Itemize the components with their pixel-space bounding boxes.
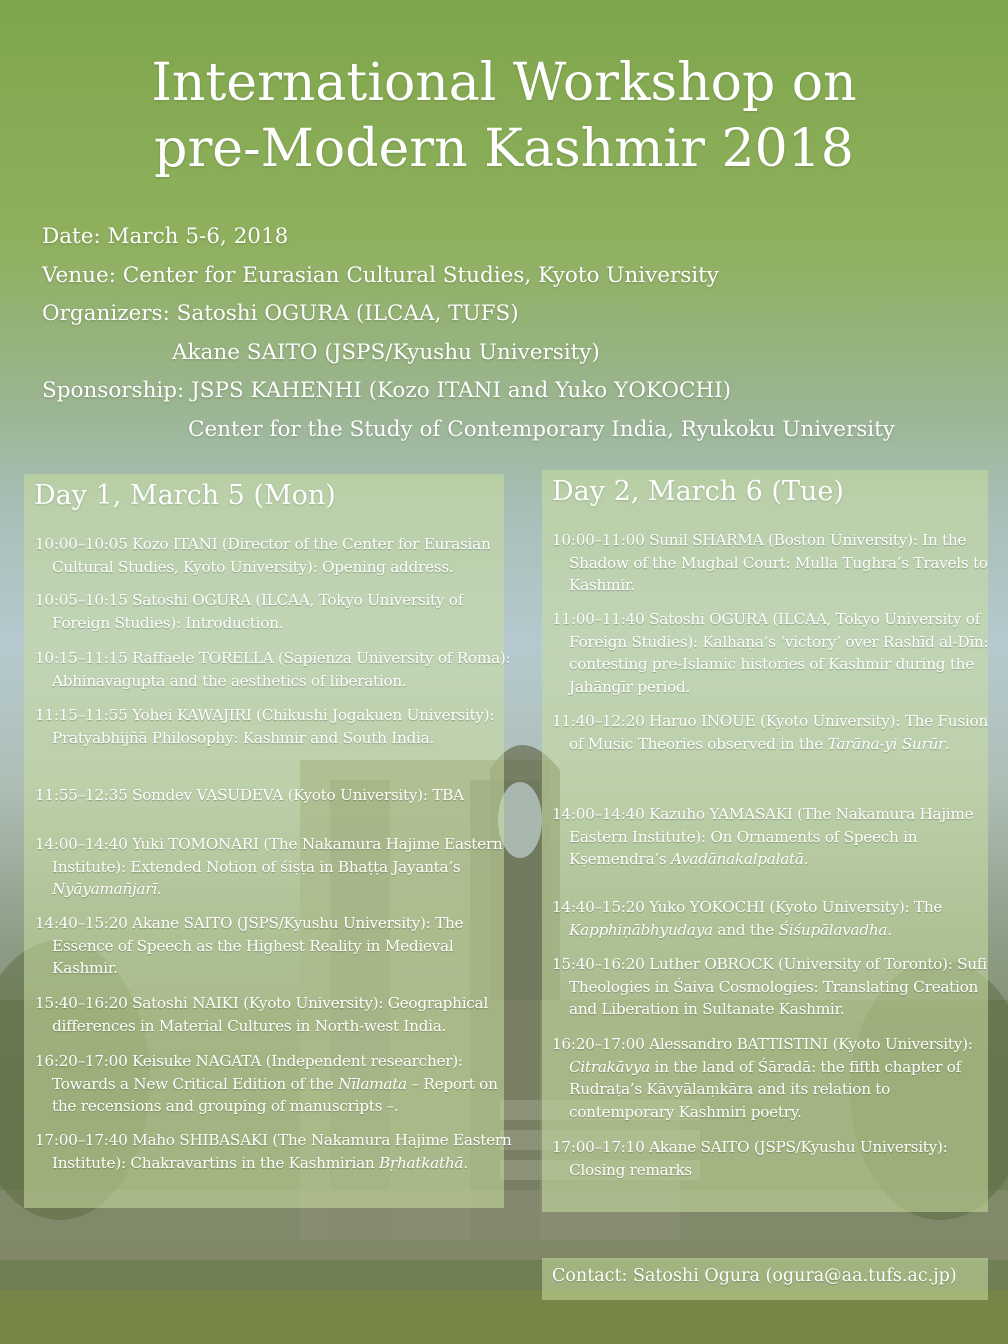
day1-entry	[35, 912, 517, 980]
entry-text: 14:00–14:40 Yuki TOMONARI (The Nakamura Hajime Eastern Institute): Extended Notion of śiṣṭa in Bhaṭṭa Jayanta’s	[35, 835, 503, 876]
day2-entry	[552, 896, 999, 941]
day1-entry	[35, 647, 517, 692]
entry-italic-title: Nyāyamañjarī	[52, 880, 157, 898]
entry-text: 11:15–11:55 Yohei KAWAJIRI (Chikushi Jogakuen University): Pratyabhijñā Philosophy: Kashmir and South India.	[35, 706, 495, 747]
day2-entry	[552, 803, 999, 871]
workshop-title	[0, 50, 1008, 182]
day1-entry	[35, 704, 517, 749]
day2-entry	[552, 608, 999, 698]
day1-entry	[35, 833, 517, 901]
entry-text: 15:40–16:20 Satoshi NAIKI (Kyoto University): Geographical differences in Material Cultures in North-west India.	[35, 994, 488, 1035]
entry-text: 11:40–12:20 Haruo INOUE (Kyoto University): The Fusion of Music Theories observed in the	[552, 712, 988, 753]
entry-text-tail: .	[887, 920, 892, 939]
entry-text: 14:40–15:20 Yuko YOKOCHI (Kyoto University): The	[552, 898, 943, 916]
entry-italic-title: Avadānakalpalatā	[670, 850, 804, 868]
entry-text-tail: in the land of Śāradā: the fifth chapter of Rudraṭa’s Kāvyālaṃkāra and its relation to contemporary Kashmiri poetry.	[569, 1057, 961, 1121]
date-line: Date: March 5-6, 2018	[42, 224, 289, 249]
entry-italic-title: Kapphiṇābhyudaya	[569, 920, 713, 939]
entry-text-tail: .	[945, 734, 950, 753]
day2-entry	[552, 529, 999, 597]
entry-text-tail: .	[463, 1153, 468, 1172]
entry-italic-title: Nīlamata	[338, 1074, 407, 1093]
day2-entry	[552, 710, 999, 755]
contact-line: Contact: Satoshi Ogura (ogura@aa.tufs.ac.jp)	[552, 1266, 957, 1286]
day1-entry	[35, 992, 517, 1037]
sponsorship-line-1: Sponsorship: JSPS KAHENHI (Kozo ITANI and Yuko YOKOCHI)	[42, 378, 732, 403]
entry-text: 17:00–17:40 Maho SHIBASAKI (The Nakamura Hajime Eastern Institute): Chakravartins in the Kashmirian	[35, 1131, 512, 1172]
entry-text: 16:20–17:00 Keisuke NAGATA (Independent researcher): Towards a New Critical Edition of the	[35, 1052, 463, 1093]
event-info	[42, 218, 895, 449]
day2-entry	[552, 1136, 999, 1181]
day1-title: Day 1, March 5 (Mon)	[34, 480, 336, 511]
entry-italic-title-2: Śiśupālavadha	[778, 920, 888, 939]
entry-text-tail: .	[803, 850, 809, 868]
entry-text: 10:00–10:05 Kozo ITANI (Director of the Center for Eurasian Cultural Studies, Kyoto University): Opening address.	[35, 535, 491, 576]
title-line-2: pre-Modern Kashmir 2018	[154, 119, 854, 179]
entry-text-tail: – Report on the recensions and grouping of manuscripts –.	[52, 1074, 498, 1115]
day2-title: Day 2, March 6 (Tue)	[552, 476, 844, 507]
entry-text: 11:00–11:40 Satoshi OGURA (ILCAA, Tokyo University of Foreign Studies): Kalhaṇa’s ‘victory’ over Rashīd al-Dīn: contesting pre-Islamic histories of Kashmir during the Jahāngīr period.	[552, 610, 989, 696]
day1-entry	[35, 1050, 517, 1118]
entry-italic-title: Tarāna-yi Surūr	[827, 734, 946, 753]
entry-text: 10:15–11:15 Raffaele TORELLA (Sapienza University of Roma): Abhinavagupta and the aesthetics of liberation.	[35, 649, 511, 690]
entry-text-tail: .	[156, 880, 162, 898]
entry-text: 10:00–11:00 Sunil SHARMA (Boston University): In the Shadow of the Mughal Court: Mulla Tughra’s Travels to Kashmir.	[552, 531, 988, 594]
entry-text: 14:40–15:20 Akane SAITO (JSPS/Kyushu University): The Essence of Speech as the Highest Reality in Medieval Kashmir.	[35, 914, 464, 977]
day2-entry	[552, 1033, 999, 1123]
entry-text: 10:05–10:15 Satoshi OGURA (ILCAA, Tokyo University of Foreign Studies): Introduction.	[35, 591, 464, 632]
entry-text: 11:55–12:35 Somdev VASUDEVA (Kyoto University): TBA	[35, 786, 464, 804]
venue-line: Venue: Center for Eurasian Cultural Studies, Kyoto University	[42, 262, 719, 288]
entry-text: 17:00–17:10 Akane SAITO (JSPS/Kyushu University): Closing remarks	[552, 1138, 948, 1179]
title-line-1: International Workshop on	[151, 53, 857, 113]
entry-text: 16:20–17:00 Alessandro BATTISTINI (Kyoto University):	[552, 1035, 973, 1053]
sponsorship-line-2: Center for the Study of Contemporary India, Ryukoku University	[188, 416, 895, 442]
day2-entry	[552, 953, 999, 1021]
entry-text-mid: and the	[712, 920, 779, 939]
entry-text: 15:40–16:20 Luther OBROCK (University of Toronto): Sufi Theologies in Śaiva Cosmologies: Translating Creation and Liberation in Sultanate Kashmir.	[552, 955, 987, 1018]
entry-italic-title: Bṛhatkathā	[379, 1153, 464, 1172]
entry-italic-title: Citrakāvya	[569, 1057, 650, 1076]
organizers-line-2: Akane SAITO (JSPS/Kyushu University)	[172, 339, 600, 365]
organizers-line-1: Organizers: Satoshi OGURA (ILCAA, TUFS)	[42, 301, 519, 326]
day1-entry	[35, 589, 517, 634]
day1-entry	[35, 533, 517, 578]
day1-entry	[35, 784, 517, 807]
entry-text: 14:00–14:40 Kazuho YAMASAKI (The Nakamura Hajime Eastern Institute): On Ornaments of Speech in Kṣemendra’s	[552, 805, 974, 868]
day1-entry	[35, 1129, 517, 1174]
